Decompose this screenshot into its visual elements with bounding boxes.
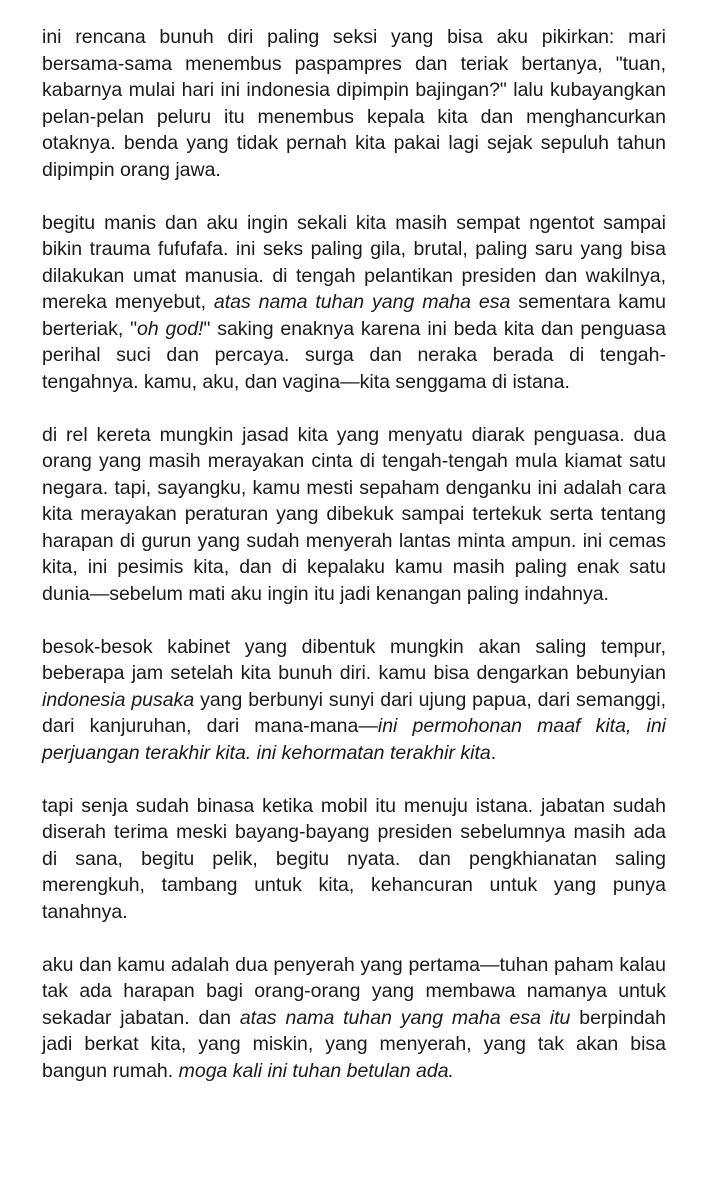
paragraph-5 <box>42 793 666 926</box>
paragraph-text: ini rencana bunuh diri paling seksi yang bisa aku pikirkan: mari bersama-sama menembus paspampres dan teriak bertanya, "tuan, kabarnya mulai hari ini indonesia dipimpin bajingan?" lalu kubayangkan pelan-pelan peluru itu menembus kepala kita dan menghancurkan otaknya. benda yang tidak pernah kita pakai lagi sejak sepuluh tahun dipimpin orang jawa. <box>42 26 666 181</box>
paragraph-2 <box>42 210 666 396</box>
paragraph-6 <box>42 952 666 1085</box>
italic-phrase: indonesia pusaka <box>42 688 195 711</box>
italic-phrase: oh god! <box>137 317 204 340</box>
paragraph-text: besok-besok kabinet yang dibentuk mungkin akan saling tempur, beberapa jam setelah kita bunuh diri. kamu bisa dengarkan bebunyian <box>42 635 666 684</box>
paragraph-text: berpindah jadi berkat kita, yang miskin, yang menyerah, yang tak akan bisa bangun rumah. <box>42 1006 666 1082</box>
paragraph-4 <box>42 634 666 767</box>
paragraph-text: begitu manis dan aku ingin sekali kita masih sempat ngentot sampai bikin trauma fufufafa. ini seks paling gila, brutal, paling saru yang bisa dilakukan umat manusia. di tengah pelantikan presiden dan wakilnya, mereka menyebut, <box>42 211 666 313</box>
paragraph-text: aku dan kamu adalah dua penyerah yang pertama—tuhan paham kalau tak ada harapan bagi orang-orang yang membawa namanya untuk sekadar jabatan. dan <box>42 953 666 1029</box>
italic-phrase: ini permohonan maaf kita, ini perjuangan terakhir kita. ini kehormatan terakhir kita <box>42 715 666 764</box>
paragraph-3 <box>42 422 666 608</box>
paragraph-text: di rel kereta mungkin jasad kita yang menyatu diarak penguasa. dua orang yang masih merayakan cinta di tengah-tengah mula kiamat satu negara. tapi, sayangku, kamu mesti sepaham denganku ini adalah cara kita merayakan peraturan yang dibekuk sampai tertekuk serta tentang harapan di gurun yang sudah menyerah lantas minta ampun. ini cemas kita, ini pesimis kita, dan di kepalaku kamu masih paling enak satu dunia—sebelum mati aku ingin itu jadi kenangan paling indahnya. <box>42 423 666 605</box>
italic-phrase: moga kali ini tuhan betulan ada. <box>178 1059 454 1082</box>
italic-phrase: atas nama tuhan yang maha esa <box>213 291 511 313</box>
poem-body <box>42 24 666 1084</box>
paragraph-text: sementara kamu berteriak, " <box>42 291 666 340</box>
paragraph-text: " saking enaknya karena ini beda kita dan penguasa perihal suci dan percaya. surga dan neraka berada di tengah-tengahnya. kamu, aku, dan vagina—kita senggama di istana. <box>42 317 666 393</box>
paragraph-text: tapi senja sudah binasa ketika mobil itu menuju istana. jabatan sudah diserah terima meski bayang-bayang presiden sebelumnya masih ada di sana, begitu pelik, begitu nyata. dan pengkhianatan saling merengkuh, tambang untuk kita, kehancuran untuk yang punya tanahnya. <box>42 794 666 923</box>
paragraph-text: yang berbunyi sunyi dari ujung papua, dari semanggi, dari kanjuruhan, dari mana-mana— <box>42 688 666 737</box>
italic-phrase: atas nama tuhan yang maha esa itu <box>239 1006 571 1029</box>
paragraph-1 <box>42 24 666 183</box>
paragraph-text: . <box>490 741 497 764</box>
